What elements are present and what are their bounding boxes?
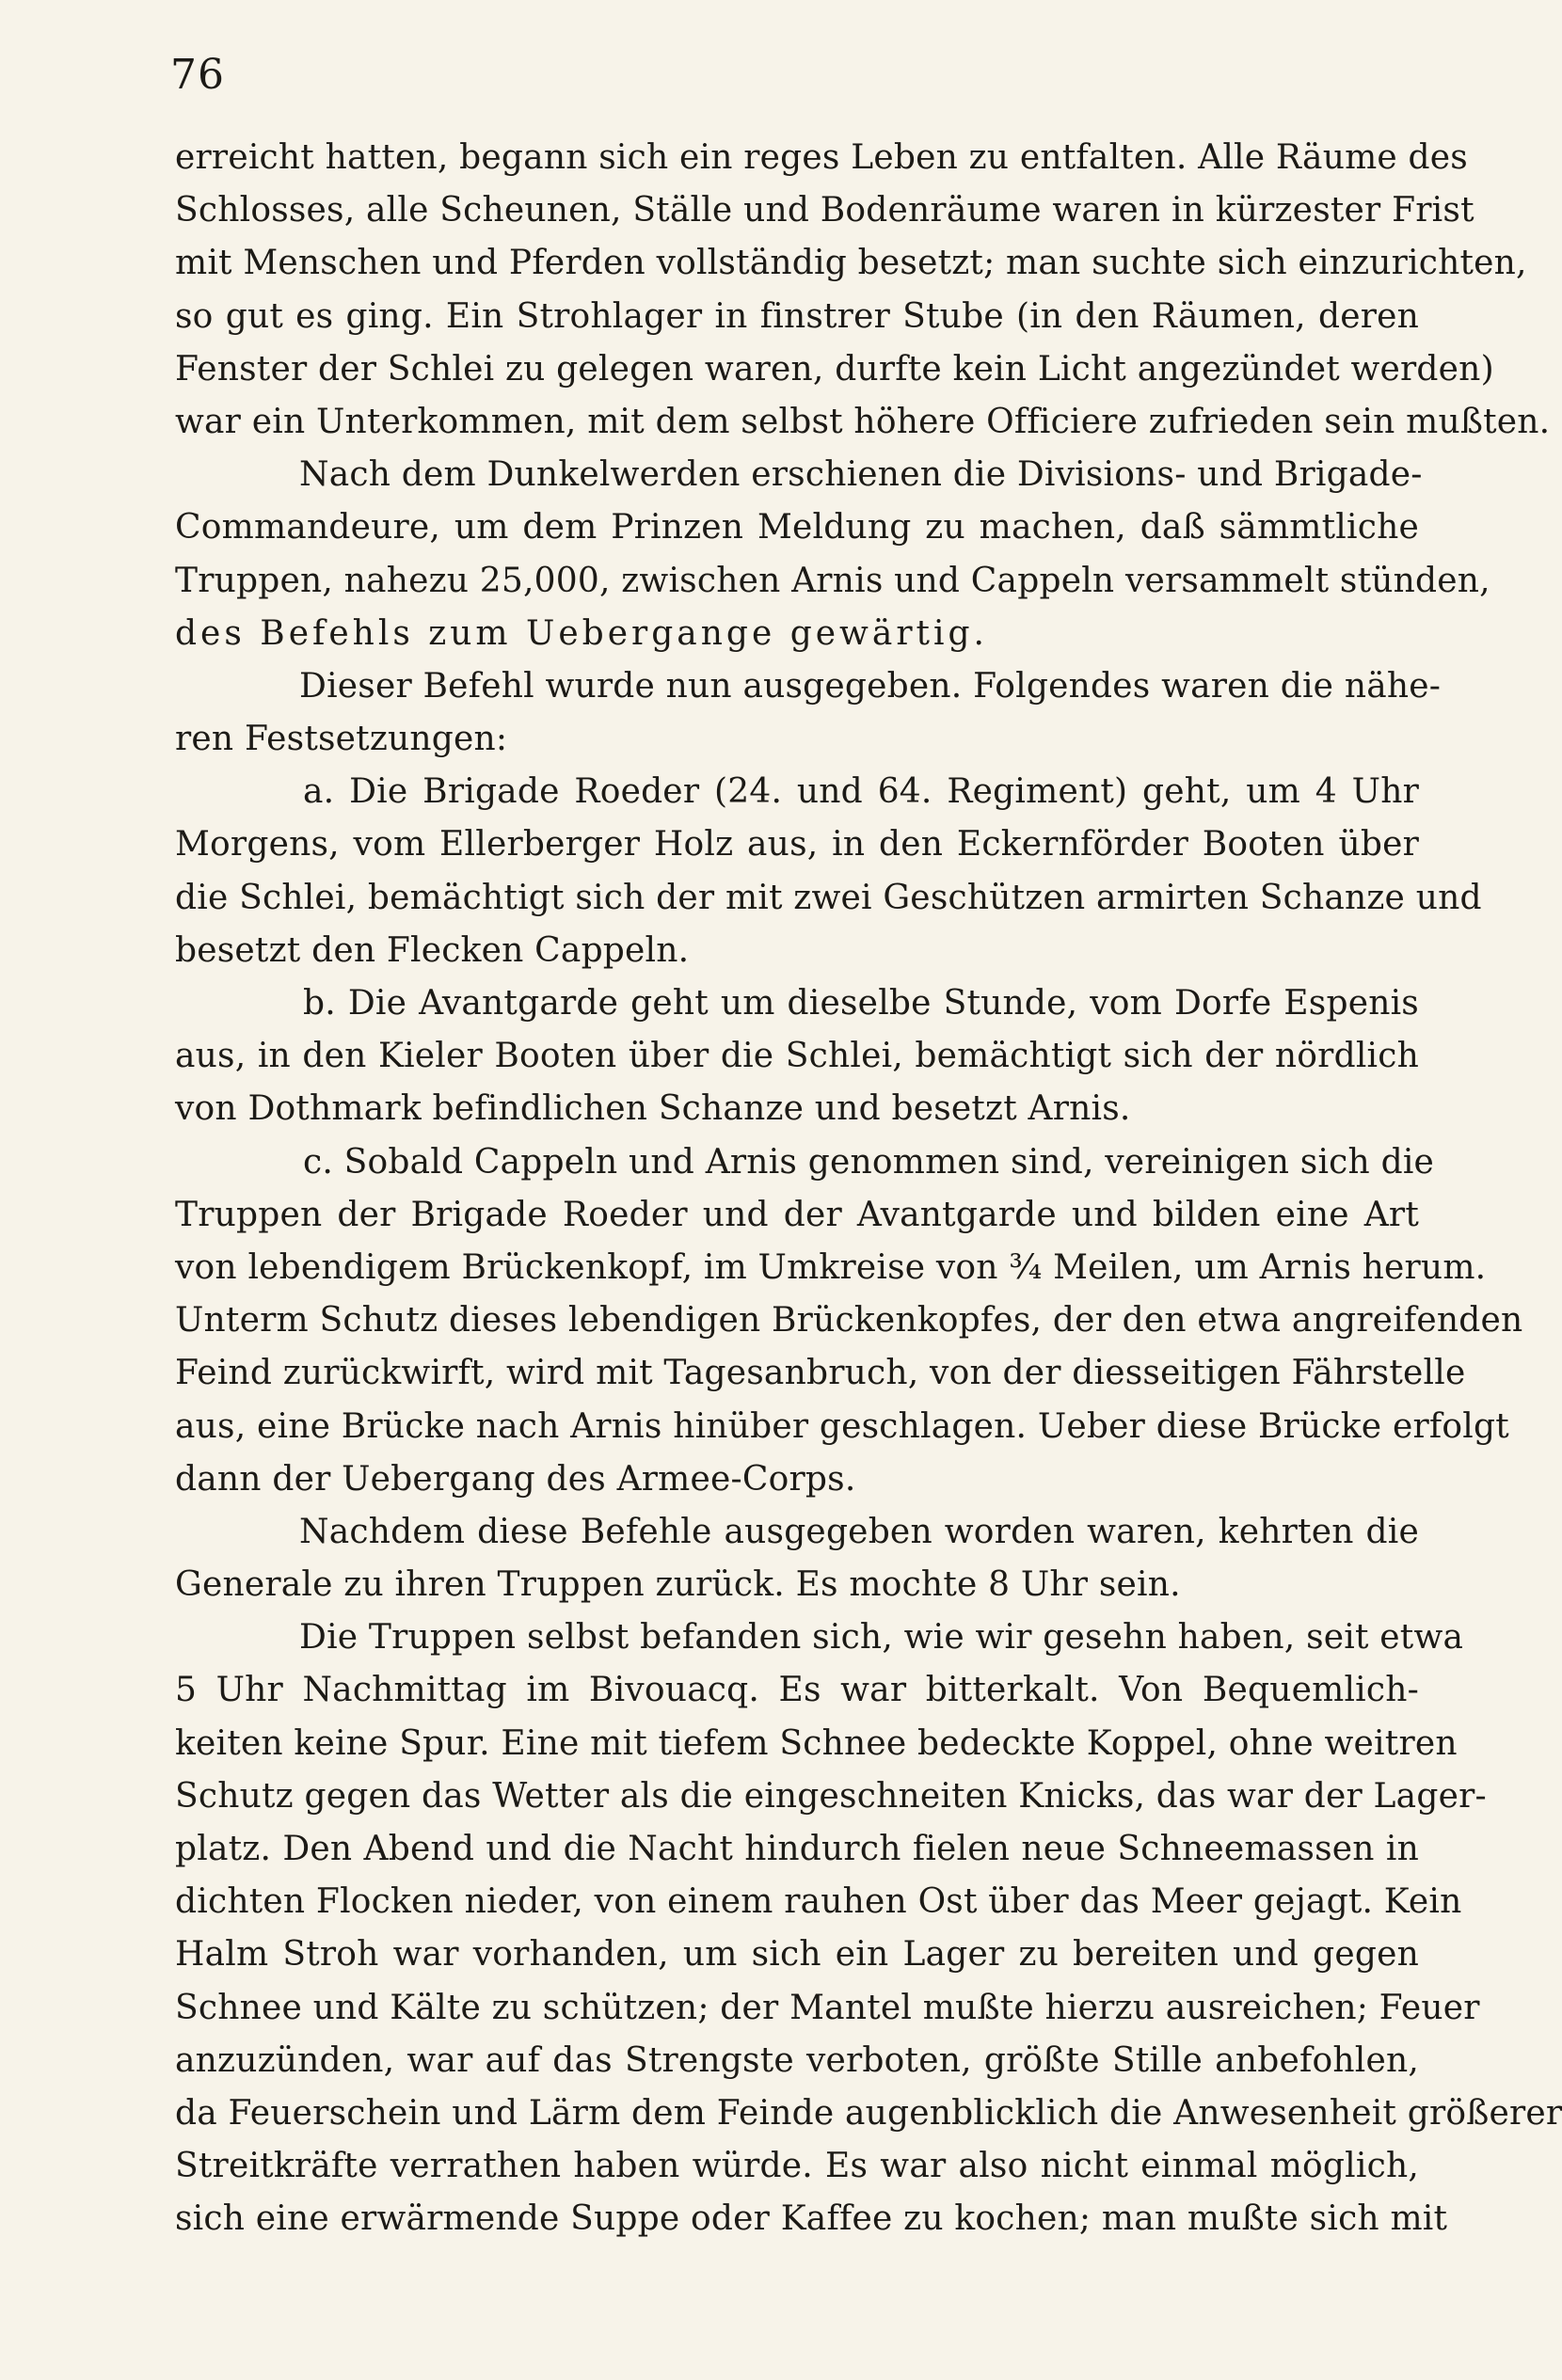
text-line-emphasis: des Befehls zum Uebergange gewärtig. <box>175 613 988 653</box>
paragraph-start-line: Dieser Befehl wurde nun ausgegeben. Folgendes waren die nähe- <box>299 666 1442 706</box>
text-line: keiten keine Spur. Eine mit tiefem Schnee bedeckte Koppel, ohne weitren <box>175 1723 1458 1763</box>
paragraph-start-line: Die Truppen selbst befanden sich, wie wir gesehn haben, seit etwa <box>299 1618 1464 1658</box>
list-item-b: b. Die Avantgarde geht um dieselbe Stunde, vom Dorfe Espenis <box>303 984 1419 1023</box>
list-item-a: a. Die Brigade Roeder (24. und 64. Regiment) geht, um 4 Uhr <box>303 772 1419 812</box>
body-text <box>175 132 1562 2246</box>
text-line: von Dothmark befindlichen Schanze und besetzt Arnis. <box>175 1089 1131 1129</box>
text-line: Streitkräfte verrathen haben würde. Es war also nicht einmal möglich, <box>175 2147 1419 2186</box>
list-item-c: c. Sobald Cappeln und Arnis genommen sind, vereinigen sich die <box>303 1142 1435 1182</box>
text-line: platz. Den Abend und die Nacht hindurch fielen neue Schneemassen in <box>175 1830 1419 1868</box>
text-line: da Feuerschein und Lärm dem Feinde augenblicklich die Anwesenheit größerer <box>175 2093 1562 2133</box>
text-line: Schnee und Kälte zu schützen; der Mantel mußte hierzu ausreichen; Feuer <box>175 1988 1480 2027</box>
text-line: Truppen der Brigade Roeder und der Avantgarde und bilden eine Art <box>175 1195 1419 1234</box>
text-line: Unterm Schutz dieses lebendigen Brückenkopfes, der den etwa angreifenden <box>175 1301 1523 1341</box>
text-line: war ein Unterkommen, mit dem selbst höhere Officiere zufrieden sein mußten. <box>175 402 1551 441</box>
text-line: Truppen, nahezu 25,000, zwischen Arnis und Cappeln versammelt stünden, <box>175 561 1490 600</box>
text-line: Fenster der Schlei zu gelegen waren, durfte kein Licht angezündet werden) <box>175 349 1494 389</box>
text-line: ren Festsetzungen: <box>175 720 508 759</box>
text-line: von lebendigem Brückenkopf, im Umkreise von ¾ Meilen, um Arnis herum. <box>175 1247 1487 1287</box>
text-line: Commandeure, um dem Prinzen Meldung zu machen, daß sämmtliche <box>175 508 1419 547</box>
text-line: Halm Stroh war vorhanden, um sich ein Lager zu bereiten und gegen <box>175 1935 1419 1975</box>
text-line: besetzt den Flecken Cappeln. <box>175 930 690 970</box>
paragraph-start-line: Nachdem diese Befehle ausgegeben worden waren, kehrten die <box>299 1512 1419 1551</box>
text-line: anzuzünden, war auf das Strengste verboten, größte Stille anbefohlen, <box>175 2040 1419 2080</box>
text-line: aus, in den Kieler Booten über die Schlei, bemächtigt sich der nördlich <box>175 1037 1419 1076</box>
paragraph-start-line: Nach dem Dunkelwerden erschienen die Divisions- und Brigade- <box>299 455 1423 495</box>
text-line: Schutz gegen das Wetter als die eingeschneiten Knicks, das war der Lager- <box>175 1776 1487 1816</box>
text-line: so gut es ging. Ein Strohlager in finstrer Stube (in den Räumen, deren <box>175 296 1419 336</box>
text-line: aus, eine Brücke nach Arnis hinüber geschlagen. Ueber diese Brücke erfolgt <box>175 1406 1509 1446</box>
text-line: Schlosses, alle Scheunen, Ställe und Bodenräume waren in kürzester Frist <box>175 191 1474 230</box>
text-line: dann der Uebergang des Armee-Corps. <box>175 1459 856 1499</box>
page-number: 76 <box>170 51 225 99</box>
text-line: dichten Flocken nieder, von einem rauhen Ost über das Meer gejagt. Kein <box>175 1882 1462 1922</box>
text-line: die Schlei, bemächtigt sich der mit zwei Geschützen armirten Schanze und <box>175 878 1482 917</box>
text-line: Morgens, vom Ellerberger Holz aus, in den Eckernförder Booten über <box>175 825 1419 865</box>
text-line: sich eine erwärmende Suppe oder Kaffee zu kochen; man mußte sich mit <box>175 2199 1448 2239</box>
text-line: Generale zu ihren Truppen zurück. Es mochte 8 Uhr sein. <box>175 1565 1181 1605</box>
text-line: mit Menschen und Pferden vollständig besetzt; man suchte sich einzurichten, <box>175 244 1527 283</box>
text-line: erreicht hatten, begann sich ein reges Leben zu entfalten. Alle Räume des <box>175 138 1468 177</box>
text-line: 5 Uhr Nachmittag im Bivouacq. Es war bitterkalt. Von Bequemlich- <box>175 1671 1419 1710</box>
text-line: Feind zurückwirft, wird mit Tagesanbruch, von der diesseitigen Fährstelle <box>175 1354 1466 1393</box>
